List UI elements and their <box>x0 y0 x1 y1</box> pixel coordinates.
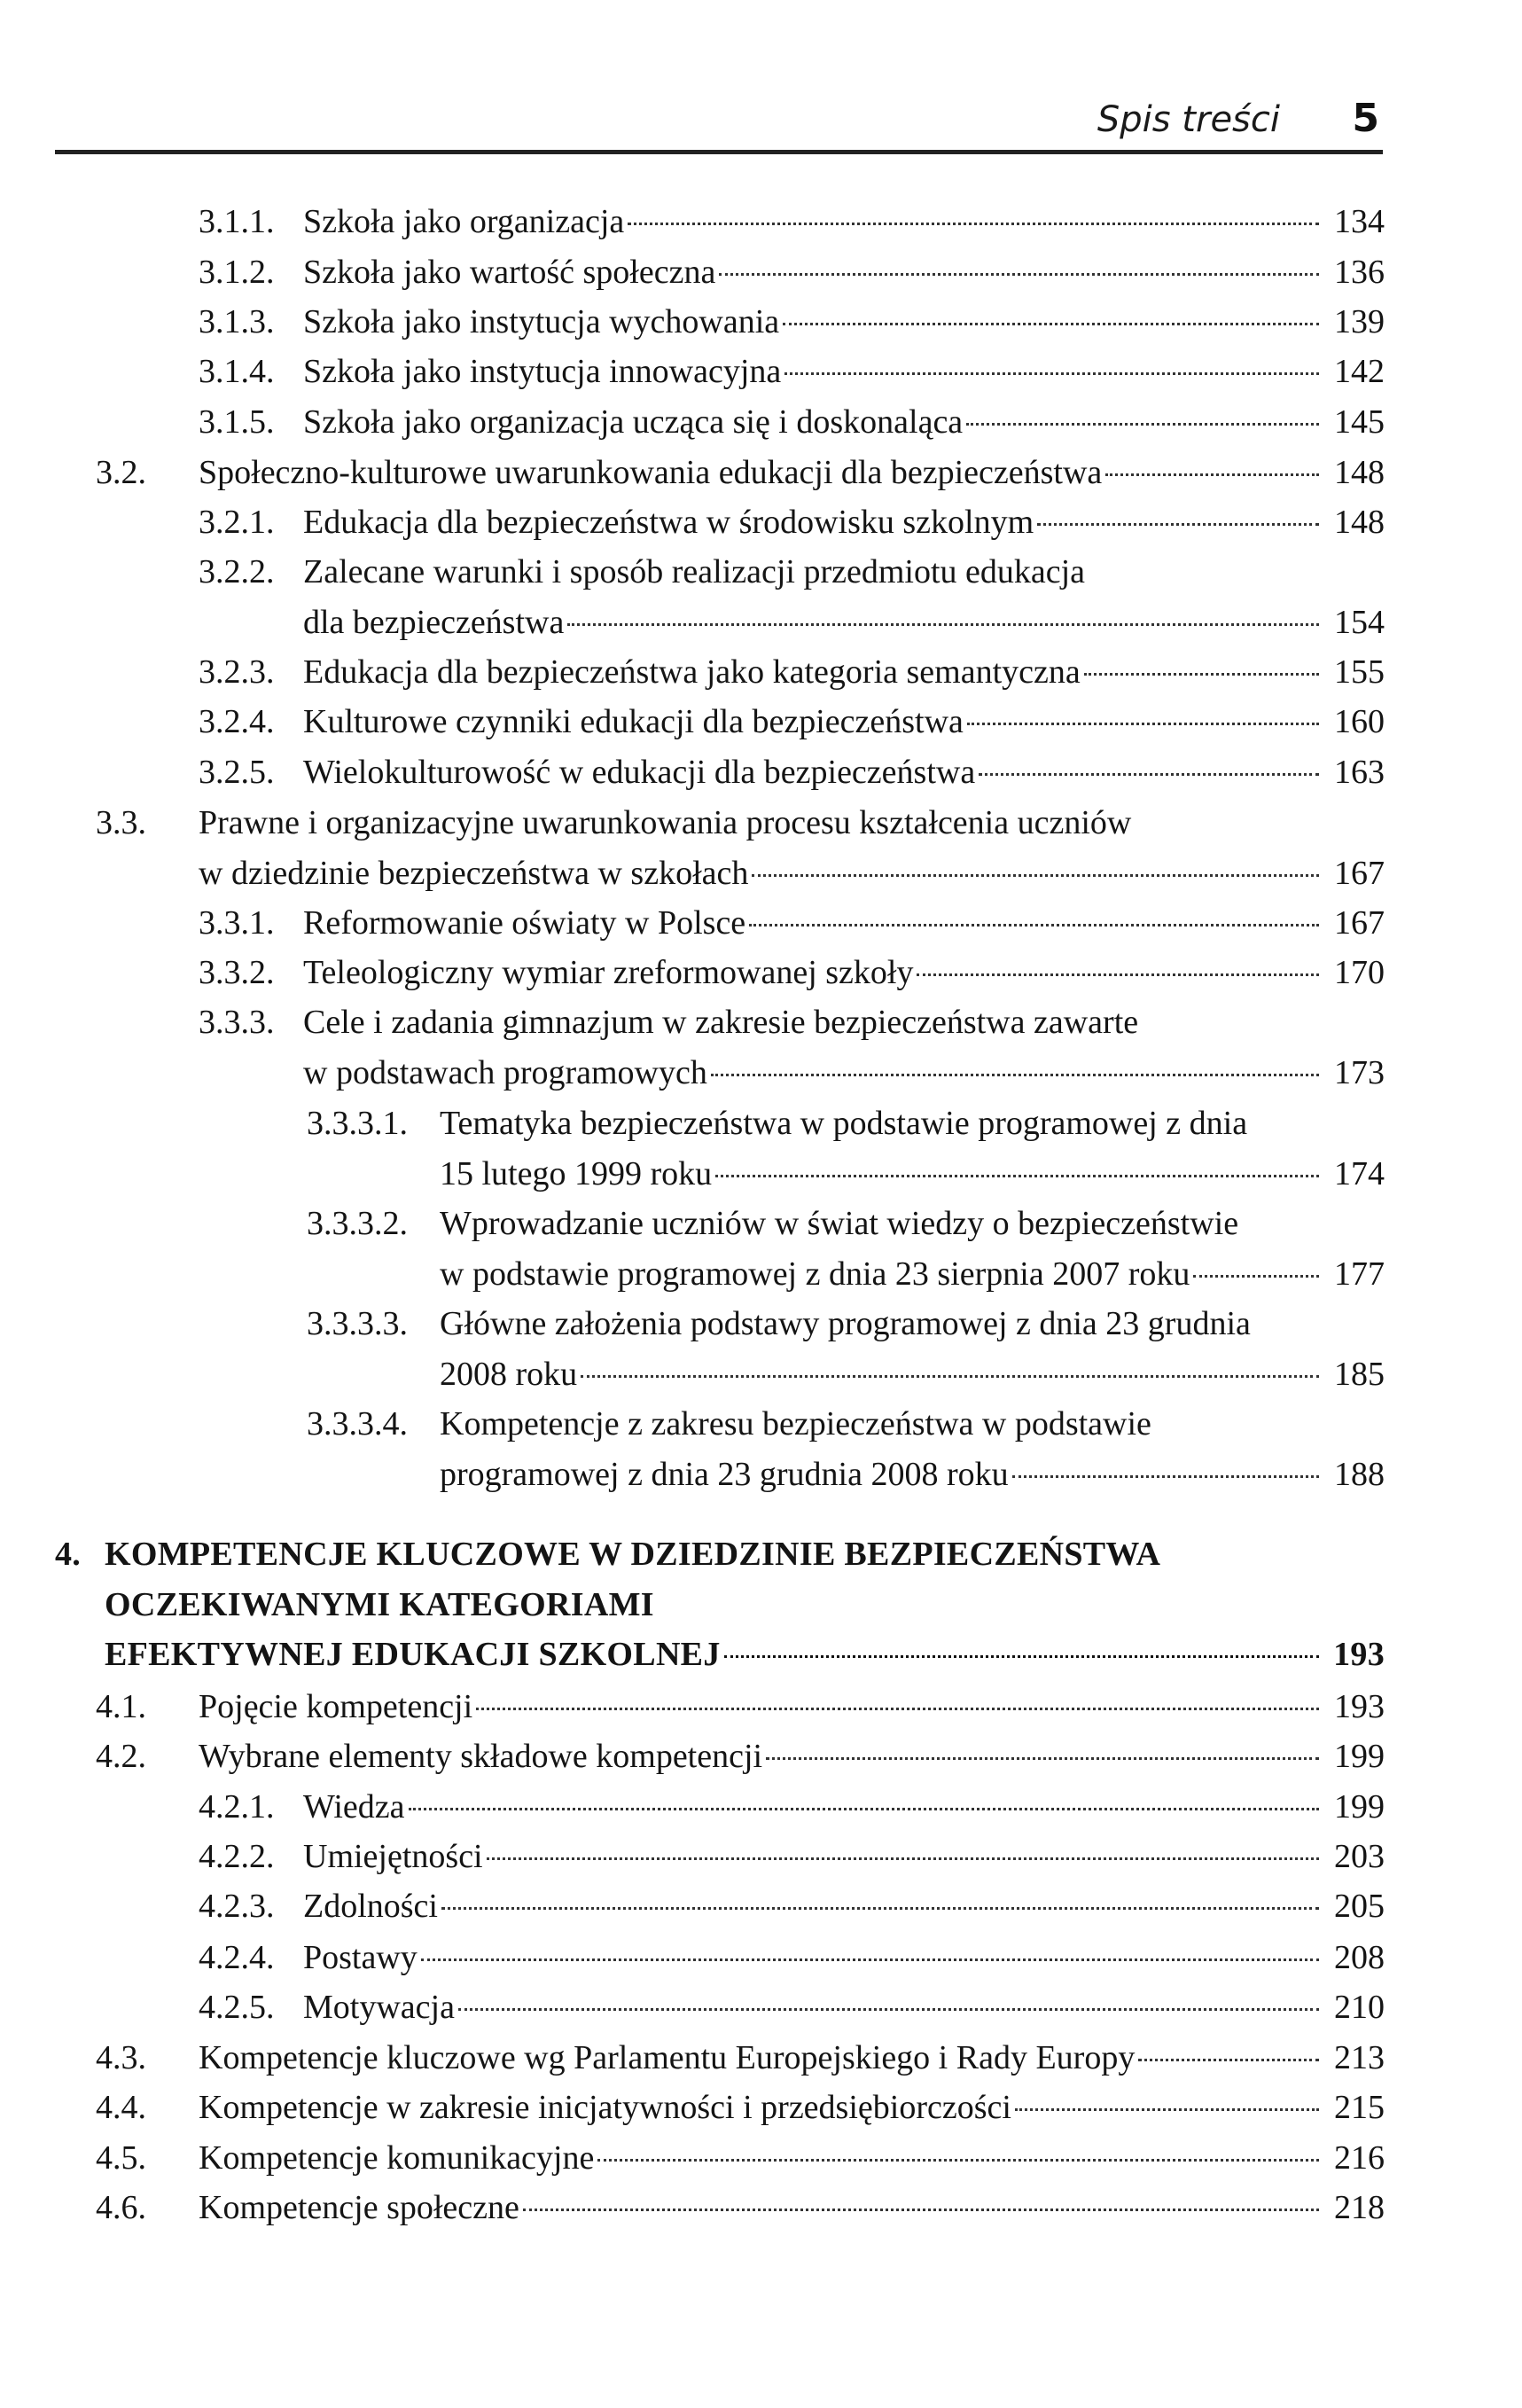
toc-entry-number: 3.3.3.3. <box>307 1305 408 1342</box>
toc-entry-number: 3.3.3. <box>199 1004 275 1041</box>
toc-entry-number: 3.1.5. <box>199 403 275 441</box>
toc-entry <box>199 1881 1385 1932</box>
toc-entry-title <box>303 1782 1385 1833</box>
toc-entry-page-number: 208 <box>1334 1939 1385 1976</box>
toc-entry-title-line: Szkoła jako wartość społeczna <box>303 254 716 291</box>
toc-entry-title <box>440 1199 1385 1299</box>
toc-entry-number: 3.3.2. <box>199 954 275 991</box>
toc-entry-title-line: Zdolności <box>303 1888 438 1925</box>
toc-entry-number: 3.1.1. <box>199 203 275 240</box>
toc-entry-number: 3.3.3.2. <box>307 1205 408 1242</box>
toc-entry-title <box>199 798 1385 898</box>
dot-leader <box>1105 473 1319 476</box>
toc-entry-page-number: 139 <box>1334 303 1385 340</box>
dot-leader <box>581 1375 1319 1378</box>
toc-entry-title <box>440 1399 1385 1499</box>
dot-leader <box>476 1708 1319 1710</box>
toc-entry-number: 4.2.3. <box>199 1888 275 1925</box>
toc-entry-page-number: 173 <box>1334 1053 1385 1091</box>
dot-leader <box>597 2159 1319 2162</box>
toc-entry <box>199 997 1385 1098</box>
toc-entry <box>96 1682 1385 1732</box>
toc-entry-number: 4.5. <box>96 2139 146 2177</box>
toc-entry-page-number: 142 <box>1334 353 1385 390</box>
toc-entry-number: 4.2.2. <box>199 1838 275 1875</box>
toc-entry-title-line: Umiejętności <box>303 1838 483 1875</box>
toc-entry-title <box>303 497 1385 548</box>
dot-leader <box>715 1175 1319 1177</box>
toc-entry-title <box>199 2133 1385 2184</box>
toc-entry-title-line: Szkoła jako organizacja <box>303 203 625 240</box>
toc-entry-page-number: 167 <box>1334 904 1385 942</box>
toc-entry-title <box>303 1832 1385 1882</box>
toc-entry-page-number: 134 <box>1334 203 1385 240</box>
toc-entry <box>96 798 1385 898</box>
toc-entry-title-line: OCZEKIWANYMI KATEGORIAMI <box>105 1585 654 1623</box>
toc-entry-title <box>303 347 1385 397</box>
toc-entry-page-number: 203 <box>1334 1838 1385 1875</box>
toc-entry-title-line: Zalecane warunki i sposób realizacji przedmiotu edukacja <box>303 553 1086 590</box>
toc-entry-number: 4. <box>55 1536 82 1573</box>
toc-entry-title-line: 15 lutego 1999 roku <box>440 1154 713 1192</box>
toc-entry-page-number: 215 <box>1334 2089 1385 2126</box>
toc-entry-number: 3.3.3.4. <box>307 1405 408 1442</box>
toc-entry-page-number: 155 <box>1334 653 1385 691</box>
toc-entry-page-number: 185 <box>1334 1355 1385 1393</box>
dot-leader <box>523 2209 1319 2211</box>
toc-entry-page-number: 193 <box>1334 1688 1385 1725</box>
toc-entry-number: 4.2. <box>96 1738 146 1775</box>
toc-entry <box>96 2183 1385 2233</box>
toc-entry-number: 4.1. <box>96 1688 146 1725</box>
toc-entry <box>199 547 1385 647</box>
toc-entry-page-number: 199 <box>1334 1788 1385 1826</box>
dot-leader <box>1084 673 1319 676</box>
dot-leader <box>917 973 1319 976</box>
toc-entry <box>96 1732 1385 1782</box>
toc-entry <box>199 297 1385 348</box>
toc-entry-page-number: 167 <box>1334 854 1385 892</box>
toc-entry-title-line: Kulturowe czynniki edukacji dla bezpieczeństwa <box>303 703 964 740</box>
toc-entry-title-line: Kompetencje społeczne <box>199 2189 519 2226</box>
toc-entry-title-line: w dziedzinie bezpieczeństwa w szkołach <box>199 854 749 892</box>
toc-entry-number: 3.3. <box>96 804 146 841</box>
toc-entry-page-number: 160 <box>1334 703 1385 740</box>
toc-entry-title-line: Tematyka bezpieczeństwa w podstawie programowej z dnia <box>440 1105 1248 1142</box>
toc-entry-title <box>303 747 1385 798</box>
toc-entry-number: 4.2.1. <box>199 1788 275 1826</box>
dot-leader <box>966 423 1319 426</box>
toc-entry <box>199 347 1385 397</box>
toc-entry-title-line: Wielokulturowość w edukacji dla bezpieczeństwa <box>303 754 976 791</box>
dot-leader <box>752 874 1319 877</box>
toc-entry-title-line: Edukacja dla bezpieczeństwa w środowisku szkolnym <box>303 504 1034 541</box>
toc-entry <box>199 697 1385 747</box>
toc-entry-title-line: Edukacja dla bezpieczeństwa jako kategoria semantyczna <box>303 653 1081 691</box>
toc-entry-title <box>199 2183 1385 2233</box>
dot-leader <box>711 1074 1319 1076</box>
toc-entry-title-line: Reformowanie oświaty w Polsce <box>303 904 746 942</box>
toc-entry-page-number: 163 <box>1334 754 1385 791</box>
toc-entry-page-number: 216 <box>1334 2139 1385 2177</box>
toc-entry-page-number: 174 <box>1334 1154 1385 1192</box>
toc-entry <box>96 2033 1385 2084</box>
toc-entry-number: 4.3. <box>96 2039 146 2076</box>
toc-entry-page-number: 136 <box>1334 254 1385 291</box>
toc-entry <box>307 1098 1385 1199</box>
toc-entry-number: 4.6. <box>96 2189 146 2226</box>
toc-entry <box>199 1782 1385 1833</box>
toc-entry-number: 3.3.1. <box>199 904 275 942</box>
toc-entry-title-line: Pojęcie kompetencji <box>199 1688 473 1725</box>
toc-entry <box>199 397 1385 448</box>
toc-entry-title <box>303 647 1385 698</box>
toc-entry-number: 3.2.1. <box>199 504 275 541</box>
toc-entry-title <box>199 448 1385 498</box>
toc-entry-title <box>199 1732 1385 1782</box>
dot-leader <box>1012 1475 1319 1478</box>
toc-entry-page-number: 188 <box>1334 1455 1385 1493</box>
toc-entry-title <box>303 297 1385 348</box>
toc-entry-page-number: 218 <box>1334 2189 1385 2226</box>
toc-entry-number: 4.2.5. <box>199 1989 275 2026</box>
dot-leader <box>719 273 1319 276</box>
toc-entry-title-line: Szkoła jako instytucja innowacyjna <box>303 353 782 390</box>
toc-entry <box>199 247 1385 298</box>
header-rule <box>55 150 1383 154</box>
toc-entry-number: 4.4. <box>96 2089 146 2126</box>
toc-entry-title-line: Prawne i organizacyjne uwarunkowania procesu kształcenia uczniów <box>199 804 1132 841</box>
dot-leader <box>979 773 1319 776</box>
toc-entry <box>96 448 1385 498</box>
toc-entry-title-line: Cele i zadania gimnazjum w zakresie bezpieczeństwa zawarte <box>303 1004 1139 1041</box>
toc-entry-title <box>199 2033 1385 2084</box>
toc-entry-number: 3.2.3. <box>199 653 275 691</box>
toc-entry-page-number: 205 <box>1334 1888 1385 1925</box>
toc-entry-number: 3.2.5. <box>199 754 275 791</box>
toc-entry-title-line: Główne założenia podstawy programowej z dnia 23 grudnia <box>440 1305 1251 1342</box>
dot-leader <box>441 1907 1319 1910</box>
toc-entry-title-line: Kompetencje z zakresu bezpieczeństwa w podstawie <box>440 1405 1151 1442</box>
toc-entry <box>199 948 1385 998</box>
toc-entry-title-line: Szkoła jako organizacja ucząca się i doskonaląca <box>303 403 964 441</box>
dot-leader <box>1138 2059 1319 2061</box>
toc-entry-title <box>105 1529 1385 1680</box>
toc-entry <box>55 1529 1385 1680</box>
toc-entry-title <box>303 247 1385 298</box>
dot-leader <box>487 1857 1319 1860</box>
toc-entry-title <box>199 2083 1385 2133</box>
toc-entry-title <box>303 697 1385 747</box>
toc-entry <box>199 1832 1385 1882</box>
toc-entry <box>199 747 1385 798</box>
toc-entry <box>199 497 1385 548</box>
toc-entry-title-line: w podstawie programowej z dnia 23 sierpnia 2007 roku <box>440 1255 1190 1293</box>
dot-leader <box>1015 2108 1319 2111</box>
dot-leader <box>1037 523 1319 526</box>
toc-entry-title-line: EFEKTYWNEJ EDUKACJI SZKOLNEJ <box>105 1636 721 1674</box>
dot-leader <box>766 1757 1319 1760</box>
toc-entry-title <box>199 1682 1385 1732</box>
dot-leader <box>458 2008 1319 2011</box>
toc-entry-title <box>303 547 1385 647</box>
toc-entry <box>307 1399 1385 1499</box>
toc-entry-title-line: Teleologiczny wymiar zreformowanej szkoły <box>303 954 914 991</box>
toc-entry-page-number: 199 <box>1334 1738 1385 1775</box>
dot-leader <box>1193 1275 1319 1278</box>
toc-entry <box>307 1199 1385 1299</box>
toc-entry <box>307 1299 1385 1399</box>
toc-entry-title-line: Wprowadzanie uczniów w świat wiedzy o bezpieczeństwie <box>440 1205 1239 1242</box>
toc-entry-title-line: Motywacja <box>303 1989 455 2026</box>
toc-entry-page-number: 154 <box>1334 603 1385 641</box>
toc-entry <box>96 2133 1385 2184</box>
toc-entry-title-line: KOMPETENCJE KLUCZOWE W DZIEDZINIE BEZPIECZEŃSTWA <box>105 1536 1161 1573</box>
toc-entry-title <box>440 1098 1385 1199</box>
toc-entry-page-number: 170 <box>1334 954 1385 991</box>
toc-entry-title <box>303 1933 1385 1983</box>
dot-leader <box>628 223 1319 225</box>
toc-entry <box>96 2083 1385 2133</box>
toc-entry-title-line: Społeczno-kulturowe uwarunkowania edukacji dla bezpieczeństwa <box>199 454 1103 491</box>
toc-entry-page-number: 148 <box>1334 454 1385 491</box>
toc-entry-number: 3.2.4. <box>199 703 275 740</box>
dot-leader <box>967 723 1319 725</box>
toc-entry-title <box>303 197 1385 247</box>
toc-entry-number: 3.2.2. <box>199 553 275 590</box>
toc-entry-title-line: Kompetencje komunikacyjne <box>199 2139 595 2177</box>
toc-entry-page-number: 210 <box>1334 1989 1385 2026</box>
toc-entry-title <box>303 1982 1385 2033</box>
toc-entry-title-line: Kompetencje kluczowe wg Parlamentu Europejskiego i Rady Europy <box>199 2039 1136 2076</box>
toc-entry-number: 4.2.4. <box>199 1939 275 1976</box>
toc-entry-title <box>303 1881 1385 1932</box>
toc-entry <box>199 1933 1385 1983</box>
running-head-page-number: 5 <box>1352 96 1379 141</box>
toc-entry-number: 3.3.3.1. <box>307 1105 408 1142</box>
toc-entry-title-line: Wybrane elementy składowe kompetencji <box>199 1738 763 1775</box>
toc-entry-page-number: 213 <box>1334 2039 1385 2076</box>
dot-leader <box>724 1655 1319 1658</box>
toc-entry-title-line: Postawy <box>303 1939 418 1976</box>
toc-entry-number: 3.1.2. <box>199 254 275 291</box>
toc-entry-title <box>440 1299 1385 1399</box>
toc-entry-title-line: 2008 roku <box>440 1355 578 1393</box>
toc-entry-number: 3.2. <box>96 454 146 491</box>
toc-entry-page-number: 145 <box>1334 403 1385 441</box>
toc-entry <box>199 1982 1385 2033</box>
toc-entry-title-line: dla bezpieczeństwa <box>303 603 565 641</box>
running-head-title: Spis treści <box>1097 99 1280 140</box>
dot-leader <box>749 924 1319 926</box>
toc-entry <box>199 898 1385 949</box>
toc-entry-title <box>303 997 1385 1098</box>
toc-entry-page-number: 148 <box>1334 504 1385 541</box>
toc-entry-page-number: 193 <box>1333 1636 1385 1674</box>
dot-leader <box>409 1808 1319 1810</box>
dot-leader <box>783 323 1319 325</box>
toc-entry-title-line: programowej z dnia 23 grudnia 2008 roku <box>440 1455 1009 1493</box>
toc-entry-title <box>303 397 1385 448</box>
toc-entry-title-line: Wiedza <box>303 1788 405 1826</box>
toc-entry-title <box>303 898 1385 949</box>
toc-entry <box>199 647 1385 698</box>
dot-leader <box>784 372 1319 375</box>
dot-leader <box>567 623 1319 626</box>
toc-entry-title <box>303 948 1385 998</box>
toc-entry-number: 3.1.4. <box>199 353 275 390</box>
toc-entry-title-line: Kompetencje w zakresie inicjatywności i przedsiębiorczości <box>199 2089 1011 2126</box>
toc-entry-title-line: Szkoła jako instytucja wychowania <box>303 303 780 340</box>
toc-entry-number: 3.1.3. <box>199 303 275 340</box>
toc-entry <box>199 197 1385 247</box>
toc-entry-title-line: w podstawach programowych <box>303 1053 707 1091</box>
toc-entry-page-number: 177 <box>1334 1255 1385 1293</box>
running-head <box>55 90 1385 152</box>
dot-leader <box>421 1958 1319 1961</box>
